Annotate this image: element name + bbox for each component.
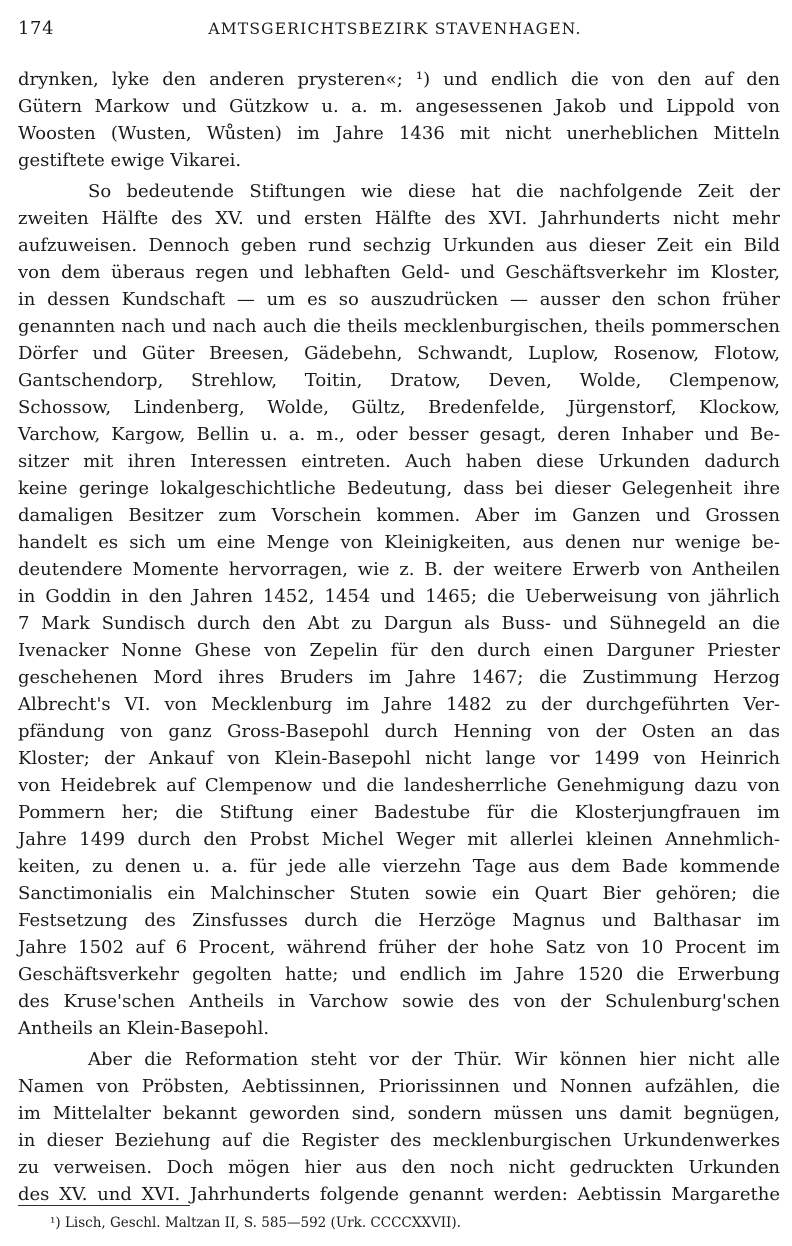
text-line: genannten nach und nach auch die theils mecklenburgischen, theils pommerschen (18, 316, 780, 337)
text-line: Kloster; der Ankauf von Klein-Basepohl nicht lange vor 1499 von Heinrich (18, 748, 780, 769)
text-line: Aber die Reformation steht vor der Thür. Wir können hier nicht alle (88, 1049, 780, 1070)
text-line: von Heidebrek auf Clempenow und die landesherrliche Genehmigung dazu von (18, 775, 780, 796)
text-line: in Goddin in den Jahren 1452, 1454 und 1465; die Ueberweisung von jährlich (18, 586, 780, 607)
text-line: Namen von Pröbsten, Aebtissinnen, Priorissinnen und Nonnen aufzählen, die (18, 1076, 780, 1097)
text-line: Woosten (Wusten, Wůsten) im Jahre 1436 mit nicht unerheblichen Mitteln (18, 123, 780, 144)
text-line: gestiftete ewige Vikarei. (18, 150, 242, 171)
text-line: Antheils an Klein-Basepohl. (18, 1018, 270, 1039)
text-line: im Mittelalter bekannt geworden sind, sondern müssen uns damit begnügen, (18, 1103, 780, 1124)
text-line: 7 Mark Sundisch durch den Abt zu Dargun als Buss- und Sühnegeld an die (18, 613, 780, 634)
text-line: damaligen Besitzer zum Vorschein kommen. Aber im Ganzen und Grossen (18, 505, 780, 526)
text-line: von dem überaus regen und lebhaften Geld- und Geschäftsverkehr im Kloster, (18, 262, 780, 283)
text-line: handelt es sich um eine Menge von Kleinigkeiten, aus denen nur wenige be- (18, 532, 780, 553)
footnote: ¹) Lisch, Geschl. Maltzan II, S. 585—592 (Urk. CCCCXXVII). (50, 1215, 461, 1231)
running-title: AMTSGERICHTSBEZIRK STAVENHAGEN. (208, 20, 582, 38)
text-line: zweiten Hälfte des XV. und ersten Hälfte des XVI. Jahrhunderts nicht mehr (18, 208, 780, 229)
text-line: Dörfer und Güter Breesen, Gädebehn, Schwandt, Luplow, Rosenow, Flotow, (18, 343, 780, 364)
text-line: Albrecht's VI. von Mecklenburg im Jahre 1482 zu der durchgeführten Ver- (18, 694, 780, 715)
text-line: Festsetzung des Zinsfusses durch die Herzöge Magnus und Balthasar im (18, 910, 780, 931)
text-line: Sanctimonialis ein Malchinscher Stuten sowie ein Quart Bier gehören; die (18, 883, 780, 904)
footnote-rule (18, 1205, 190, 1206)
text-line: Pommern her; die Stiftung einer Badestube für die Klosterjungfrauen im (18, 802, 780, 823)
text-line: des Kruse'schen Antheils in Varchow sowie des von der Schulenburg'schen (18, 991, 780, 1012)
page-header (18, 18, 772, 44)
text-line: Schossow, Lindenberg, Wolde, Gültz, Bredenfelde, Jürgenstorf, Klockow, (18, 397, 780, 418)
text-line: sitzer mit ihren Interessen eintreten. Auch haben diese Urkunden dadurch (18, 451, 780, 472)
text-line: in dieser Beziehung auf die Register des mecklenburgischen Urkundenwerkes (18, 1130, 780, 1151)
text-line: zu verweisen. Doch mögen hier aus den noch nicht gedruckten Urkunden (18, 1157, 780, 1178)
text-line: Jahre 1499 durch den Probst Michel Weger mit allerlei kleinen Annehmlich- (18, 829, 780, 850)
text-line: deutendere Momente hervorragen, wie z. B. der weitere Erwerb von Antheilen (18, 559, 780, 580)
text-line: keine geringe lokalgeschichtliche Bedeutung, dass bei dieser Gelegenheit ihre (18, 478, 780, 499)
text-line: So bedeutende Stiftungen wie diese hat die nachfolgende Zeit der (88, 181, 780, 202)
text-line: pfändung von ganz Gross-Basepohl durch Henning von der Osten an das (18, 721, 780, 742)
text-line: Geschäftsverkehr gegolten hatte; und endlich im Jahre 1520 die Erwerbung (18, 964, 780, 985)
text-line: des XV. und XVI. Jahrhunderts folgende genannt werden: Aebtissin Margarethe (18, 1184, 780, 1205)
text-line: Gantschendorp, Strehlow, Toitin, Dratow, Deven, Wolde, Clempenow, (18, 370, 780, 391)
text-line: aufzuweisen. Dennoch geben rund sechzig Urkunden aus dieser Zeit ein Bild (18, 235, 780, 256)
page-number: 174 (18, 18, 55, 39)
text-line: Varchow, Kargow, Bellin u. a. m., oder besser gesagt, deren Inhaber und Be- (18, 424, 780, 445)
text-line: Jahre 1502 auf 6 Procent, während früher der hohe Satz von 10 Procent im (18, 937, 780, 958)
text-line: in dessen Kundschaft — um es so auszudrücken — ausser den schon früher (18, 289, 780, 310)
text-line: keiten, zu denen u. a. für jede alle vierzehn Tage aus dem Bade kommende (18, 856, 780, 877)
text-line: drynken, lyke den anderen prysteren«; ¹) und endlich die von den auf den (18, 69, 780, 90)
text-line: Gütern Markow und Gützkow u. a. m. angesessenen Jakob und Lippold von (18, 96, 780, 117)
text-line: Ivenacker Nonne Ghese von Zepelin für den durch einen Darguner Priester (18, 640, 780, 661)
text-line: geschehenen Mord ihres Bruders im Jahre 1467; die Zustimmung Herzog (18, 667, 780, 688)
